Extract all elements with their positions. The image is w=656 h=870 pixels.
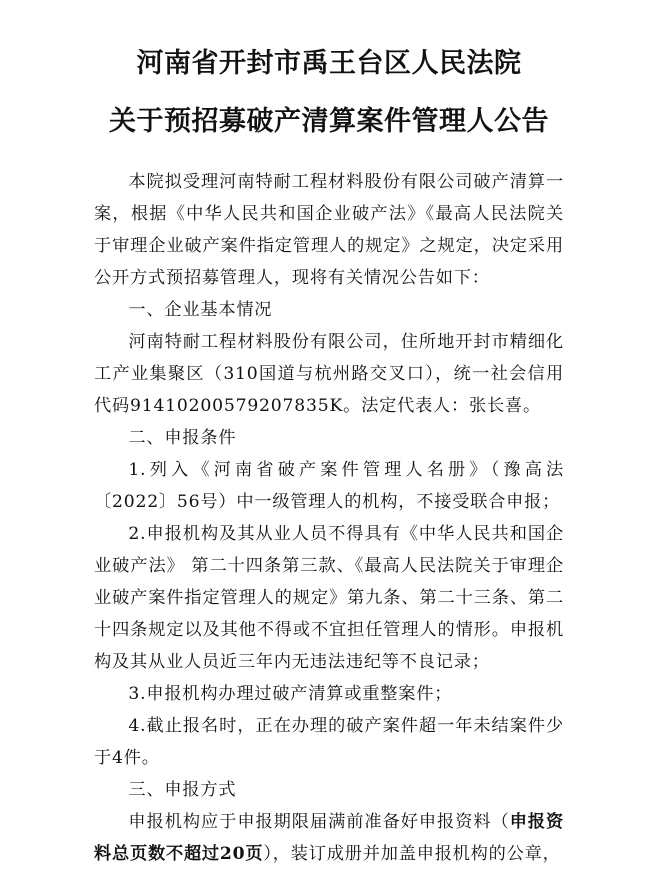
method-paragraph [94,806,564,870]
condition-item-3: 3.申报机构办理过破产清算或重整案件； [128,684,453,704]
condition-item-4: 4.截止报名时，正在办理的破产案件超一年未结案件少于4件。 [94,716,564,768]
intro-paragraph: 本院拟受理河南特耐工程材料股份有限公司破产清算一案，根据《中华人民共和国企业破产法》《最高人民法院关于审理企业破产案件指定管理人的规定》之规定，决定采用公开方式预招募管理人，现将有关情况公告如下： [94,172,564,288]
method-text-after: ），装订成册并加盖申报机构的公章， [263,844,561,864]
condition-item-2: 2.申报机构及其从业人员不得具有《中华人民共和国企业破产法》 第二十四条第三款、《最高人民法院关于审理企业破产案件指定管理人的规定》第九条、第二十三条、第二十四条规定以及其他不得或不宜担任管理人的情形。申报机构及其从业人员近三年内无违法违纪等不良记录； [94,524,564,672]
court-name-title: 河南省开封市禹王台区人民法院 [136,48,522,79]
page-limit-note: 申报资料总页数不超过20页 [94,812,564,864]
section-heading-company-info: 一、企业基本情况 [128,300,273,320]
notice-title: 关于预招募破产清算案件管理人公告 [109,106,549,137]
company-info-paragraph: 河南特耐工程材料股份有限公司，住所地开封市精细化工产业集聚区（310国道与杭州路交叉口），统一社会信用代码91410200579207835K。法定代表人：张长喜。 [94,332,564,416]
section-heading-conditions: 二、申报条件 [128,428,237,448]
notice-body [94,166,564,870]
method-text-before: 申报机构应于申报期限届满前准备好申报资料（ [128,812,510,832]
section-heading-method: 三、申报方式 [128,780,237,800]
condition-item-1: 1.列入《河南省破产案件管理人名册》（豫高法〔2022〕56号）中一级管理人的机构，不接受联合申报； [94,460,564,512]
